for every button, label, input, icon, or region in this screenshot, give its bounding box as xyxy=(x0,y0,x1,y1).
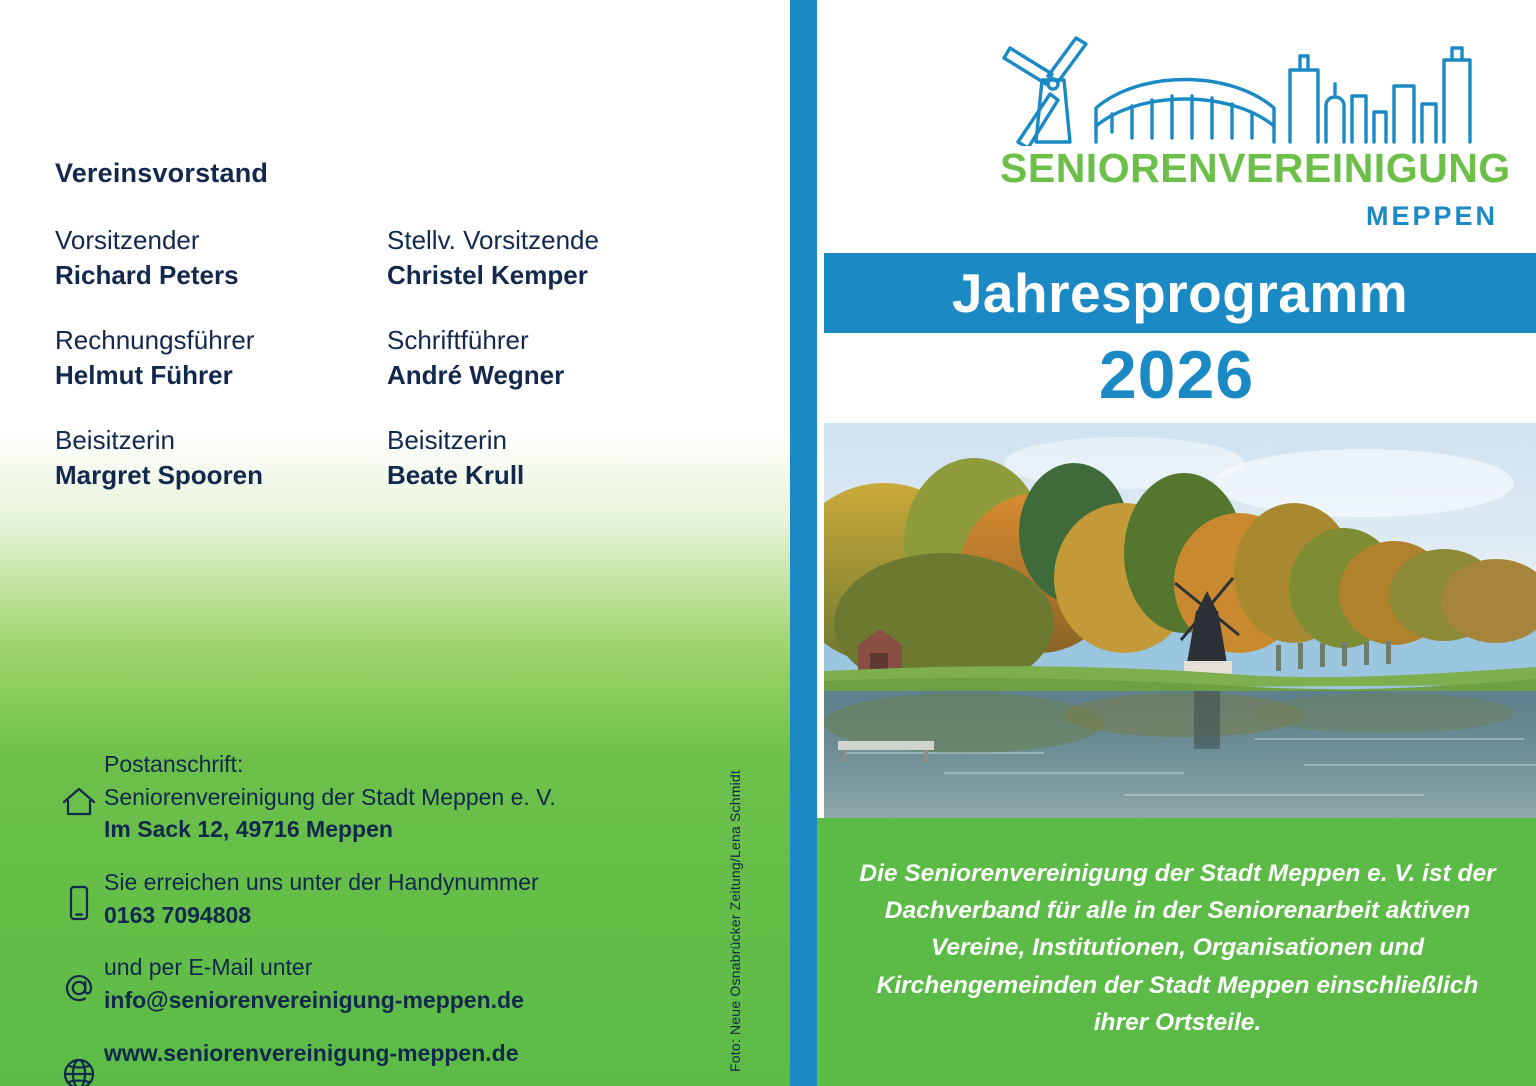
globe-icon xyxy=(56,1051,102,1086)
contact-email-text xyxy=(102,951,524,1016)
contact-section xyxy=(56,748,736,1086)
contact-website-text xyxy=(102,1037,519,1070)
board-member-name: Beate Krull xyxy=(387,459,525,490)
autumn-river-windmill-photo xyxy=(824,423,1536,818)
contact-address-text xyxy=(102,748,556,846)
board-member xyxy=(387,423,719,492)
intro-text: Die Seniorenvereinigung der Stadt Meppen e. V. ist der Dachverband für alle in der Seniorenarbeit aktiven Vereine, Institutionen, Organisationen und Kirchengemeinden der Stadt Meppen einschließlich ihrer Ortsteile. xyxy=(859,860,1496,1036)
mobile-phone-icon xyxy=(56,880,102,926)
board-member-role: Beisitzerin xyxy=(55,425,175,456)
contact-address-row xyxy=(56,748,736,846)
contact-phone-text xyxy=(102,866,539,931)
board-section xyxy=(55,158,695,492)
spine-divider xyxy=(790,0,817,1086)
phone-number[interactable]: 0163 7094808 xyxy=(104,901,252,928)
board-member xyxy=(387,223,719,292)
board-member-role: Beisitzerin xyxy=(387,425,507,456)
board-member-role: Rechnungsführer xyxy=(55,325,255,356)
year-label: 2026 xyxy=(1098,337,1255,413)
photo-credit: Foto: Neue Osnabrücker Zeitung/Lena Schmidt xyxy=(727,770,743,1072)
logo-subtitle: MEPPEN xyxy=(1365,201,1498,231)
board-member-name: Helmut Führer xyxy=(55,359,233,390)
board-member-grid xyxy=(55,223,695,492)
board-member xyxy=(55,323,387,392)
phone-label: Sie erreichen uns unter der Handynummer xyxy=(104,868,539,895)
front-cover-panel xyxy=(817,0,1536,1086)
windmill-bridge-skyline-icon xyxy=(1000,34,1500,146)
board-member xyxy=(55,223,387,292)
address-line-1: Seniorenvereinigung der Stadt Meppen e. V. xyxy=(104,783,556,810)
board-member xyxy=(55,423,387,492)
board-member-role: Schriftführer xyxy=(387,325,529,356)
contact-email-row xyxy=(56,951,736,1016)
page-title: Jahresprogramm xyxy=(951,262,1409,324)
board-member-name: Christel Kemper xyxy=(387,259,588,290)
address-label: Postanschrift: xyxy=(104,751,244,777)
board-member-name: André Wegner xyxy=(387,359,565,390)
contact-website-row xyxy=(56,1037,736,1086)
logo-area xyxy=(817,0,1536,252)
address-line-2: Im Sack 12, 49716 Meppen xyxy=(104,816,393,843)
home-icon xyxy=(56,778,102,824)
email-label: und per E-Mail unter xyxy=(104,954,313,981)
website-url[interactable]: www.seniorenvereinigung-meppen.de xyxy=(104,1039,519,1066)
email-address[interactable]: info@seniorenvereinigung-meppen.de xyxy=(104,986,524,1013)
title-band xyxy=(824,253,1536,333)
board-member-name: Richard Peters xyxy=(55,259,239,290)
board-member xyxy=(387,323,719,392)
board-member-role: Vorsitzender xyxy=(55,225,200,255)
at-sign-icon xyxy=(56,965,102,1011)
intro-text-block xyxy=(817,818,1536,1086)
board-member-role: Stellv. Vorsitzende xyxy=(387,225,599,255)
contact-phone-row xyxy=(56,866,736,931)
board-section-title: Vereinsvorstand xyxy=(55,158,269,188)
organisation-logo xyxy=(1000,34,1511,232)
logo-wordmark: SENIORENVEREINIGUNG xyxy=(1000,145,1511,191)
board-member-name: Margret Spooren xyxy=(55,459,264,490)
